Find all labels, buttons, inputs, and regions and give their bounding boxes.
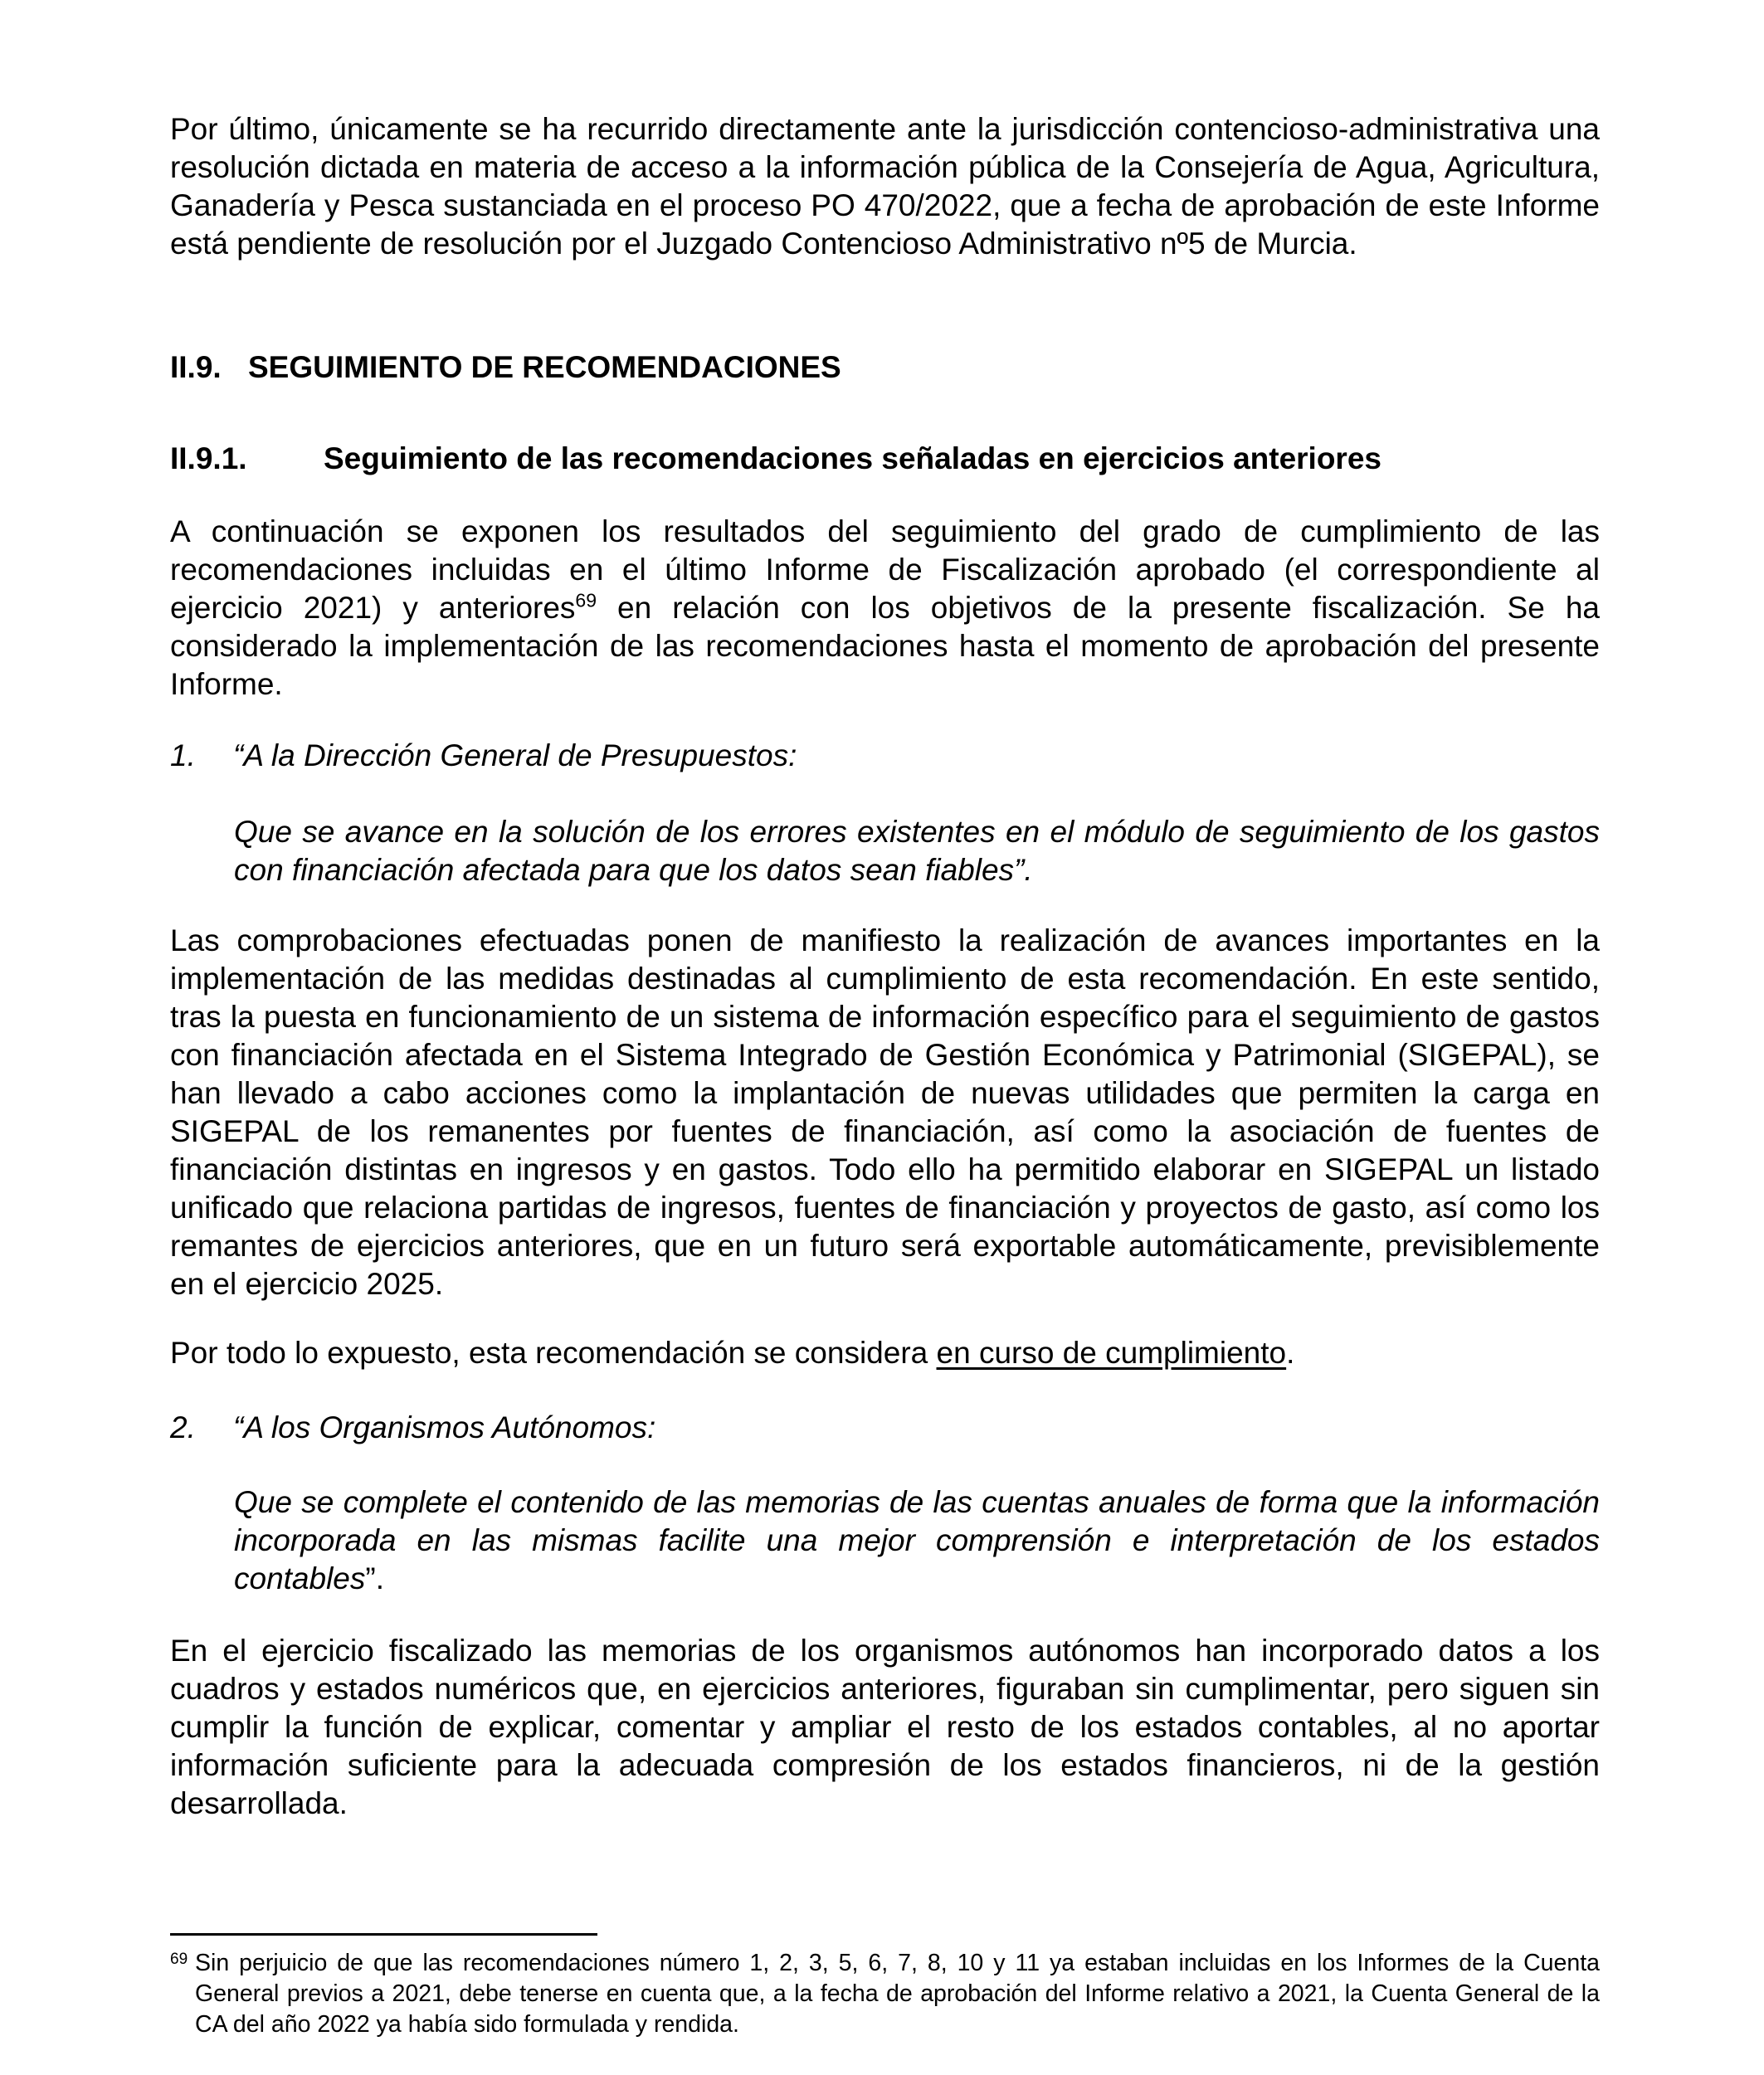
footnote-separator	[170, 1933, 597, 1936]
paragraph-assessment-1: Las comprobaciones efectuadas ponen de manifiesto la realización de avances importantes en la implementación de las medidas destinadas al cumplimiento de esta recomendación. En este sentido, tras la puesta en funcionamiento de un sistema de información específico para el seguimiento de gastos con financiación afectada en el Sistema Integrado de Gestión Económica y Patrimonial (SIGEPAL), se han llevado a cabo acciones como la implantación de nuevas utilidades que permiten la carga en SIGEPAL de los remanentes por fuentes de financiación, así como la asociación de fuentes de financiación distintas en ingresos y en gastos. Todo ello ha permitido elaborar en SIGEPAL un listado unificado que relaciona partidas de ingresos, fuentes de financiación y proyectos de gasto, así como los remantes de ejercicios anteriores, que en un futuro será exportable automáticamente, previsiblemente en el ejercicio 2025.	[170, 923, 1600, 1301]
section-heading	[170, 348, 1600, 387]
compliance-status: en curso de cumplimiento	[936, 1336, 1287, 1370]
subsection-title: Seguimiento de las recomendaciones señaladas en ejercicios anteriores	[324, 441, 1381, 475]
intro-text-cont: en relación con los objetivos de la presente fiscalización. Se ha considerado la implementación de las recomendaciones hasta el momento de aprobación del presente Informe.	[170, 591, 1600, 701]
paragraph-litigation: Por último, únicamente se ha recurrido directamente ante la jurisdicción contencioso-administrativa una resolución dictada en materia de acceso a la información pública de la Consejería de Agua, Agricultura, Ganadería y Pesca sustanciada en el proceso PO 470/2022, que a fecha de aprobación de este Informe está pendiente de resolución por el Juzgado Contencioso Administrativo nº5 de Murcia.	[170, 112, 1600, 261]
recommendation-number: 2.	[170, 1410, 196, 1444]
paragraph-conclusion-1	[170, 1334, 1600, 1372]
intro-text: A continuación se exponen los resultados del seguimiento del grado de cumplimiento de las recomendaciones incluidas en el último Informe de Fiscalización aprobado (el correspondiente al ejercicio 2021) y anteriores	[170, 514, 1600, 625]
subsection-heading	[170, 440, 1600, 478]
recommendation-1-quote: Que se avance en la solución de los errores existentes en el módulo de seguimiento de los gastos con financiación afectada para que los datos sean fiables”.	[234, 815, 1600, 887]
recommendation-2-heading	[170, 1409, 1600, 1447]
section-title: SEGUIMIENTO DE RECOMENDACIONES	[248, 350, 841, 384]
subsection-number: II.9.1.	[170, 441, 247, 475]
conclusion-period: .	[1286, 1336, 1295, 1370]
paragraph-intro	[170, 513, 1600, 704]
recommendation-number: 1.	[170, 738, 196, 772]
recommendation-addressee: “A los Organismos Autónomos:	[233, 1410, 656, 1444]
recommendation-2-quote	[234, 1483, 1600, 1598]
footnote-text: Sin perjuicio de que las recomendaciones número 1, 2, 3, 5, 6, 7, 8, 10 y 11 ya estaban incluidas en los Informes de la Cuenta General previos a 2021, debe tenerse en cuenta que, a la fecha de aprobación del Informe relativo a 2021, la Cuenta General de la CA del año 2022 ya había sido formulada y rendida.	[195, 1950, 1600, 2038]
recommendation-addressee: “A la Dirección General de Presupuestos:	[233, 738, 797, 772]
quote-text: Que se complete el contenido de las memorias de las cuentas anuales de forma que la información incorporada en las mismas facilite una mejor comprensión e interpretación de los estados contables	[234, 1485, 1600, 1595]
recommendation-1-heading	[170, 737, 1600, 775]
footnote: 69 Sin perjuicio de que las recomendaciones número 1, 2, 3, 5, 6, 7, 8, 10 y 11 ya estaban incluidas en los Informes de la Cuenta General previos a 2021, debe tenerse en cuenta que, a la fecha de aprobación del Informe relativo a 2021, la Cuenta General de la CA del año 2022 ya había sido formulada y rendida.	[170, 1948, 1600, 2040]
section-number: II.9.	[170, 350, 222, 384]
quote-end: ”.	[365, 1561, 384, 1595]
paragraph-assessment-2: En el ejercicio fiscalizado las memorias de los organismos autónomos han incorporado datos a los cuadros y estados numéricos que, en ejercicios anteriores, figuraban sin cumplimentar, pero siguen sin cumplir la función de explicar, comentar y ampliar el resto de los estados contables, al no aportar información suficiente para la adecuada compresión de los estados financieros, ni de la gestión desarrollada.	[170, 1634, 1600, 1820]
conclusion-text: Por todo lo expuesto, esta recomendación se considera	[170, 1336, 937, 1370]
footnote-reference[interactable]: 69	[575, 589, 597, 611]
